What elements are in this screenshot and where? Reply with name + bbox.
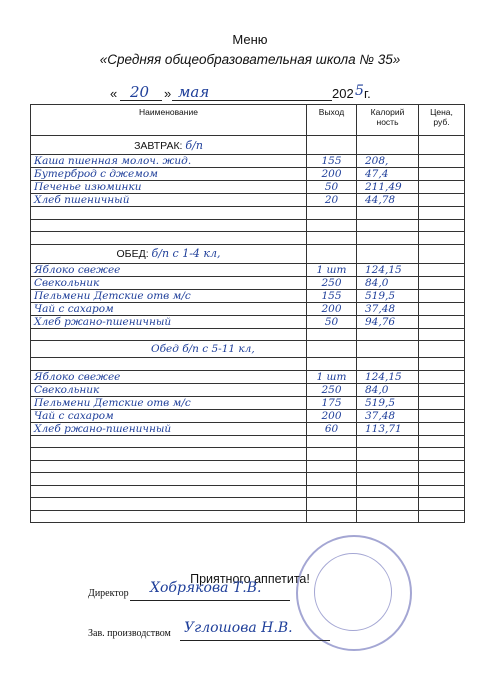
- lunch-label: ОБЕД:: [116, 248, 149, 260]
- dish-name: Яблоко свежее: [31, 370, 307, 383]
- dish-name: Пельмени Детские отв м/с: [31, 289, 307, 302]
- dish-kcal: 37,48: [357, 302, 419, 315]
- dish-kcal: 124,15: [357, 263, 419, 276]
- table-row: [31, 315, 465, 328]
- table-row: [31, 422, 465, 435]
- dish-kcal: 519,5: [357, 396, 419, 409]
- empty-row: [31, 473, 465, 486]
- dish-kcal: 47,4: [357, 168, 419, 181]
- table-row: [31, 181, 465, 194]
- table-header-row: [31, 105, 465, 136]
- table-row: [31, 302, 465, 315]
- dish-kcal: 208,: [357, 155, 419, 168]
- breakfast-section: [31, 136, 307, 155]
- production-label: Зав. производством: [88, 628, 171, 639]
- dish-portion: 50: [307, 315, 357, 328]
- table-row: [31, 168, 465, 181]
- empty-row: [31, 207, 465, 220]
- dish-name: Пельмени Детские отв м/с: [31, 396, 307, 409]
- dish-price: [419, 422, 465, 435]
- dish-portion: 1 шт: [307, 263, 357, 276]
- dish-name: Бутерброд с джемом: [31, 168, 307, 181]
- dish-portion: 200: [307, 168, 357, 181]
- dish-kcal: 124,15: [357, 370, 419, 383]
- dish-price: [419, 409, 465, 422]
- date-year-suffix: 5: [355, 83, 364, 99]
- dish-price: [419, 168, 465, 181]
- date-month: мая: [178, 83, 210, 101]
- col-name-header: Наименование: [31, 105, 307, 136]
- col-price-header: Цена, руб.: [419, 105, 465, 136]
- breakfast-label: ЗАВТРАК:: [134, 139, 183, 152]
- dish-portion: 60: [307, 422, 357, 435]
- dish-kcal: 37,48: [357, 409, 419, 422]
- col-portion-header: Выход: [307, 105, 357, 136]
- dish-kcal: 44,78: [357, 194, 419, 207]
- empty-row: [31, 328, 465, 341]
- director-label: Директор: [88, 588, 129, 599]
- dish-kcal: 94,76: [357, 315, 419, 328]
- lunch-note: б/п с 1-4 кл,: [151, 247, 221, 260]
- dish-kcal: 519,5: [357, 289, 419, 302]
- empty-row: [31, 232, 465, 245]
- dish-price: [419, 155, 465, 168]
- lunch2-section-row: [31, 341, 465, 358]
- dish-name: Хлеб ржано-пшеничный: [31, 422, 307, 435]
- empty-row: [31, 219, 465, 232]
- dish-name: Чай с сахаром: [31, 409, 307, 422]
- table-row: [31, 370, 465, 383]
- date-year-prefix: 202: [332, 86, 354, 101]
- table-row: [31, 263, 465, 276]
- page-title: Меню: [232, 32, 268, 47]
- date-day: 20: [130, 83, 150, 101]
- dish-name: Печенье изюминки: [31, 181, 307, 194]
- dish-price: [419, 302, 465, 315]
- menu-table: [30, 104, 465, 523]
- dish-portion: 20: [307, 194, 357, 207]
- dish-name: Свекольник: [31, 276, 307, 289]
- dish-name: Свекольник: [31, 383, 307, 396]
- date-year-tail: г.: [364, 86, 371, 101]
- dish-name: Яблоко свежее: [31, 263, 307, 276]
- dish-portion: 175: [307, 396, 357, 409]
- date-line: [110, 84, 390, 102]
- breakfast-note: б/п: [185, 138, 203, 152]
- dish-price: [419, 315, 465, 328]
- dish-portion: 155: [307, 155, 357, 168]
- empty-row: [31, 435, 465, 448]
- col-calories-header: Калорий ность: [357, 105, 419, 136]
- dish-portion: 200: [307, 302, 357, 315]
- dish-kcal: 84,0: [357, 383, 419, 396]
- dish-name: Чай с сахаром: [31, 302, 307, 315]
- dish-price: [419, 289, 465, 302]
- dish-kcal: 113,71: [357, 422, 419, 435]
- dish-portion: 200: [307, 409, 357, 422]
- dish-price: [419, 396, 465, 409]
- lunch2-note: Обед б/п с 5-11 кл,: [31, 341, 307, 358]
- empty-row: [31, 358, 465, 371]
- empty-row: [31, 510, 465, 523]
- dish-price: [419, 370, 465, 383]
- table-row: [31, 409, 465, 422]
- production-signature: Углошова Н.В.: [184, 620, 293, 636]
- dish-portion: 250: [307, 383, 357, 396]
- table-row: [31, 396, 465, 409]
- school-name: «Средняя общеобразовательная школа № 35»: [99, 52, 401, 67]
- table-row: [31, 155, 465, 168]
- dish-kcal: 211,49: [357, 181, 419, 194]
- date-open-quote: «: [110, 86, 118, 101]
- empty-row: [31, 448, 465, 461]
- empty-row: [31, 485, 465, 498]
- director-signature: Хобрякова Т.В.: [150, 580, 262, 596]
- empty-row: [31, 498, 465, 511]
- breakfast-section-row: [31, 136, 465, 155]
- dish-name: Хлеб пшеничный: [31, 194, 307, 207]
- dish-price: [419, 194, 465, 207]
- table-row: [31, 289, 465, 302]
- dish-portion: 1 шт: [307, 370, 357, 383]
- dish-price: [419, 276, 465, 289]
- dish-portion: 155: [307, 289, 357, 302]
- lunch-section-row: [31, 244, 465, 263]
- dish-kcal: 84,0: [357, 276, 419, 289]
- date-close-quote: »: [164, 86, 172, 101]
- dish-portion: 250: [307, 276, 357, 289]
- lunch-section: [31, 244, 307, 263]
- empty-row: [31, 460, 465, 473]
- dish-portion: 50: [307, 181, 357, 194]
- table-row: [31, 276, 465, 289]
- dish-name: Хлеб ржано-пшеничный: [31, 315, 307, 328]
- dish-price: [419, 383, 465, 396]
- table-row: [31, 383, 465, 396]
- dish-price: [419, 263, 465, 276]
- dish-name: Каша пшенная молоч. жид.: [31, 155, 307, 168]
- closing-wish: Приятного аппетита!: [190, 572, 310, 586]
- table-row: [31, 194, 465, 207]
- dish-price: [419, 181, 465, 194]
